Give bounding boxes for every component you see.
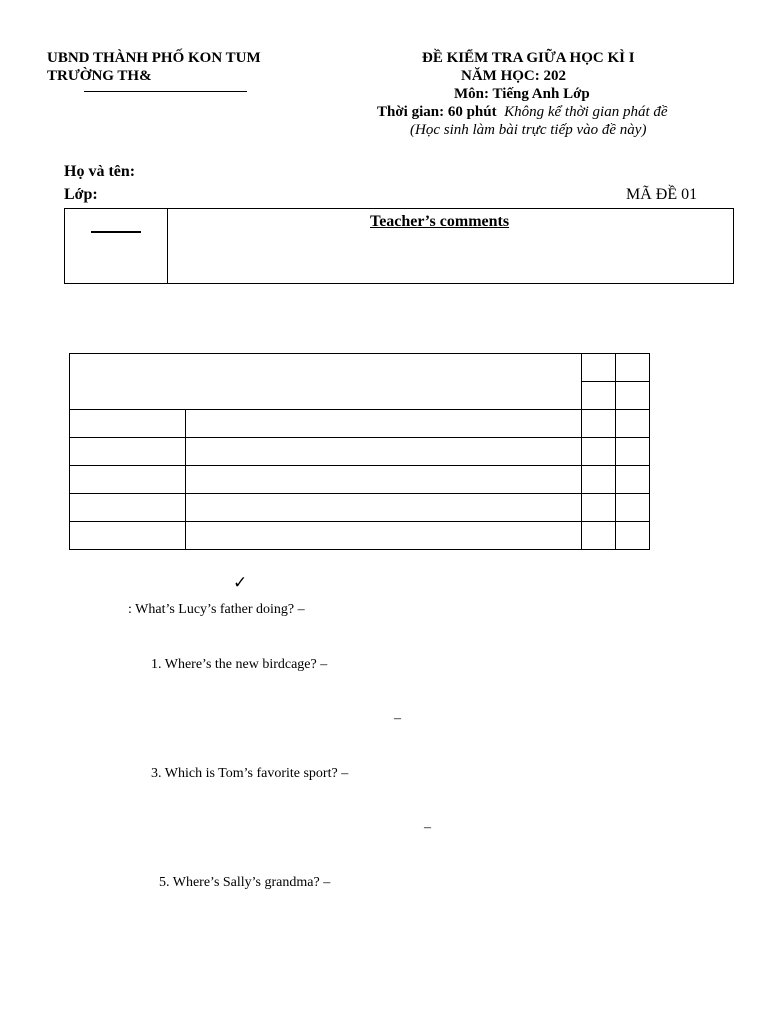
question-2-dash: –: [394, 711, 401, 726]
table-cell: [582, 466, 616, 494]
table-row: [70, 410, 650, 438]
time-line: [377, 104, 668, 121]
comments-title: Teacher’s comments: [370, 213, 510, 230]
table-cell: [616, 354, 650, 382]
table-cell: [70, 410, 186, 438]
table-cell: [70, 522, 186, 550]
table-cell: [70, 494, 186, 522]
exam-title: ĐỀ KIỂM TRA GIỮA HỌC KÌ I: [422, 50, 635, 66]
table-cell: [582, 354, 616, 382]
table-cell: [185, 494, 581, 522]
table-cell: [616, 438, 650, 466]
score-blank-line: [91, 231, 141, 233]
table-cell: [582, 410, 616, 438]
table-cell: [616, 466, 650, 494]
table-cell: [582, 382, 616, 410]
table-cell: [616, 522, 650, 550]
table-cell: [70, 466, 186, 494]
instruction-note: (Học sinh làm bài trực tiếp vào đề này): [410, 122, 647, 138]
table-cell: [582, 522, 616, 550]
name-label: Họ và tên:: [64, 163, 136, 180]
table-cell: [185, 410, 581, 438]
table-row: [70, 522, 650, 550]
table-cell: [70, 438, 186, 466]
exam-code: MÃ ĐỀ 01: [626, 186, 698, 203]
school-name: TRƯỜNG TH&: [47, 68, 152, 84]
comments-divider: [167, 208, 168, 284]
question-5: 5. Where’s Sally’s grandma? –: [159, 875, 331, 890]
table-cell: [185, 522, 581, 550]
table-row: [70, 438, 650, 466]
checkmark-icon: ✓: [233, 573, 248, 593]
school-year: NĂM HỌC: 202: [461, 68, 566, 84]
table-cell: [185, 466, 581, 494]
example-question: : What’s Lucy’s father doing? –: [128, 602, 305, 617]
school-underline: [84, 91, 247, 92]
question-4-dash: –: [424, 820, 431, 835]
time-label: Thời gian: 60 phút: [377, 104, 497, 120]
time-note: Không kể thời gian phát đề: [504, 104, 668, 120]
table-cell: [616, 382, 650, 410]
marks-table: [69, 353, 650, 550]
class-label: Lớp:: [64, 186, 98, 203]
district-committee: UBND THÀNH PHỐ KON TUM: [47, 50, 261, 66]
table-row: [70, 494, 650, 522]
table-header-cell: [70, 354, 582, 410]
table-cell: [185, 438, 581, 466]
subject-line: Môn: Tiếng Anh Lớp: [454, 86, 590, 102]
table-cell: [616, 410, 650, 438]
table-cell: [582, 494, 616, 522]
table-row: [70, 354, 650, 382]
table-row: [70, 466, 650, 494]
question-3: 3. Which is Tom’s favorite sport? –: [151, 766, 349, 781]
table-cell: [582, 438, 616, 466]
question-1: 1. Where’s the new birdcage? –: [151, 657, 328, 672]
table-cell: [616, 494, 650, 522]
